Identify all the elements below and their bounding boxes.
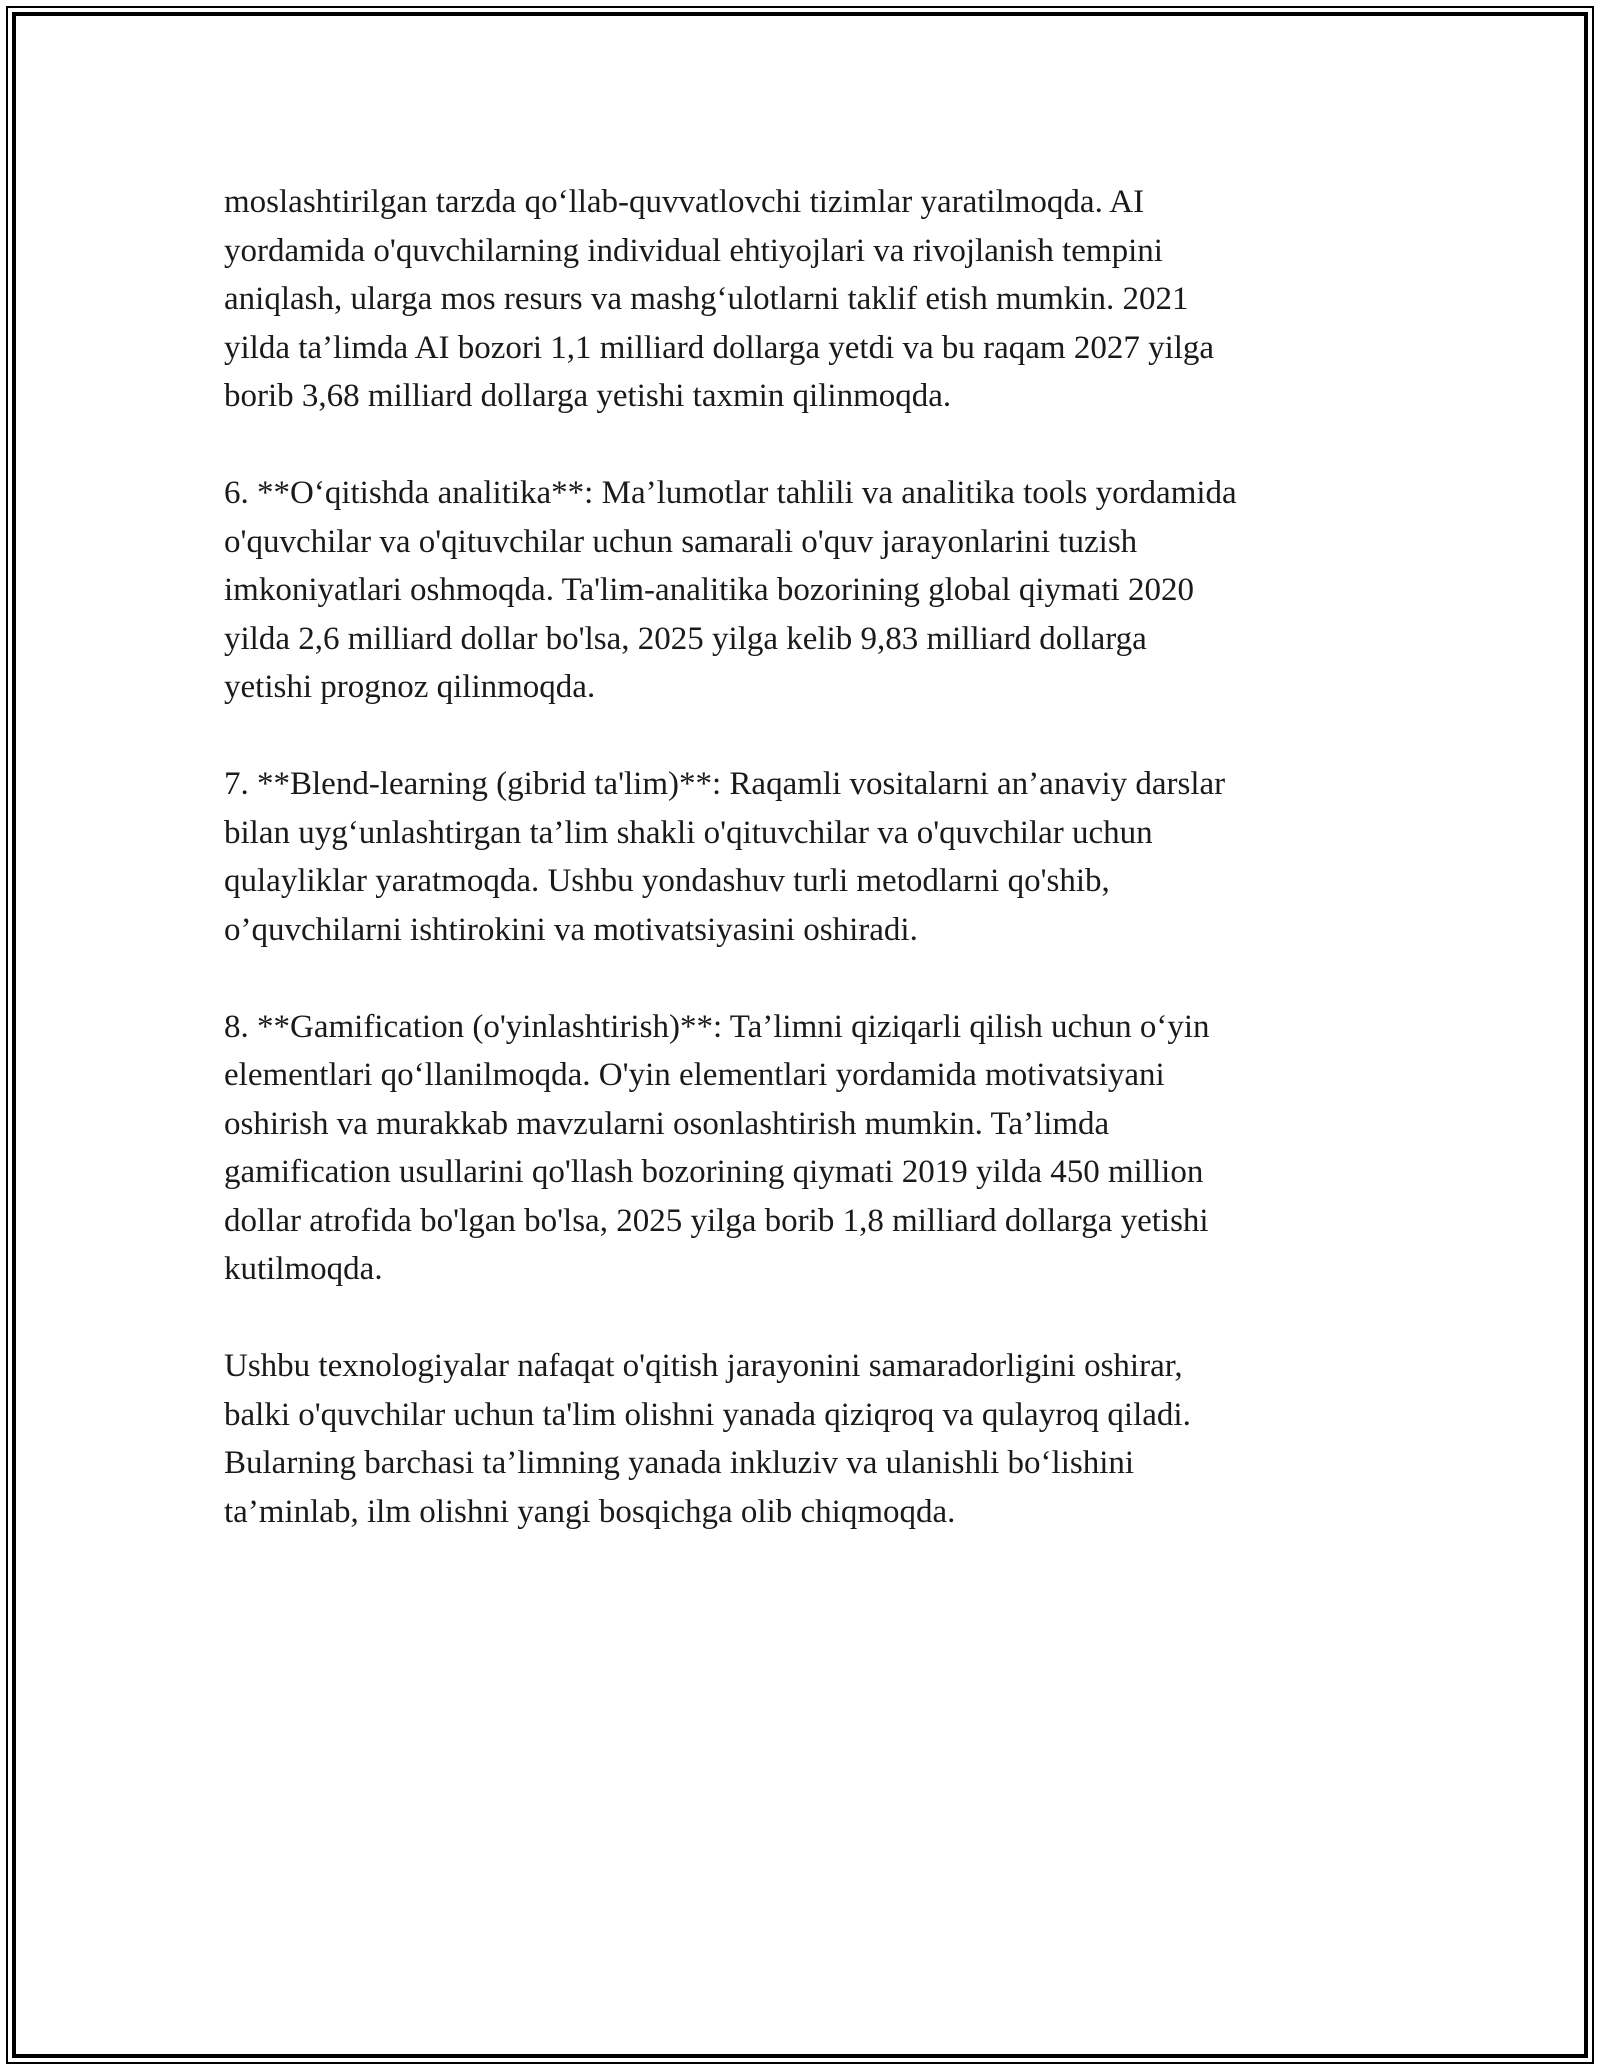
- paragraph-analytics: [224, 469, 1374, 712]
- text-line: yetishi prognoz qilinmoqda.: [224, 669, 596, 705]
- text-line: dollar atrofida bo'lgan bo'lsa, 2025 yilga borib 1,8 milliard dollarga yetishi: [224, 1202, 1209, 1239]
- text-line: imkoniyatlari oshmoqda. Ta'lim-analitika bozorining global qiymati 2020: [224, 572, 1194, 608]
- text-line: 8. **Gamification (o'yinlashtirish)**: Ta’limni qiziqarli qilish uchun o‘yin: [224, 1008, 1210, 1045]
- text-line: aniqlash, ularga mos resurs va mashg‘ulotlarni taklif etish mumkin. 2021: [224, 281, 1189, 317]
- text-line: balki o'quvchilar uchun ta'lim olishni yanada qiziqroq va qulayroq qiladi.: [224, 1396, 1191, 1433]
- text-line: oshirish va murakkab mavzularni osonlashtirish mumkin. Ta’limda: [224, 1105, 1110, 1142]
- text-line: ta’minlab, ilm olishni yangi bosqichga olib chiqmoqda.: [224, 1493, 956, 1530]
- paragraph-ai-personalization: [224, 178, 1374, 421]
- text-line: 6. **O‘qitishda analitika**: Ma’lumotlar tahlili va analitika tools yordamida: [224, 475, 1237, 511]
- text-line: bilan uyg‘unlashtirgan ta’lim shakli o'qituvchilar va o'quvchilar uchun: [224, 814, 1153, 851]
- paragraph-gamification: [224, 1003, 1374, 1294]
- text-line: yordamida o'quvchilarning individual ehtiyojlari va rivojlanish tempini: [224, 232, 1163, 269]
- text-line: moslashtirilgan tarzda qo‘llab-quvvatlovchi tizimlar yaratilmoqda. AI: [224, 184, 1145, 220]
- paragraph-blend-learning: [224, 760, 1374, 954]
- text-line: 7. **Blend-learning (gibrid ta'lim)**: Raqamli vositalarni an’anaviy darslar: [224, 766, 1226, 802]
- text-line: qulayliklar yaratmoqda. Ushbu yondashuv turli metodlarni qo'shib,: [224, 863, 1110, 899]
- text-line: borib 3,68 milliard dollarga yetishi taxmin qilinmoqda.: [224, 378, 952, 414]
- text-line: Bularning barchasi ta’limning yanada inkluziv va ulanishli bo‘lishini: [224, 1445, 1135, 1481]
- paragraph-conclusion: [224, 1342, 1374, 1536]
- text-line: Ushbu texnologiyalar nafaqat o'qitish jarayonini samaradorligini oshirar,: [224, 1348, 1183, 1384]
- text-line: o'quvchilar va o'qituvchilar uchun samarali o'quv jarayonlarini tuzish: [224, 523, 1138, 560]
- text-line: o’quvchilarni ishtirokini va motivatsiyasini oshiradi.: [224, 911, 918, 948]
- text-line: yilda 2,6 milliard dollar bo'lsa, 2025 yilga kelib 9,83 milliard dollarga: [224, 620, 1147, 657]
- document-body: [224, 178, 1374, 1585]
- text-line: gamification usullarini qo'llash bozorining qiymati 2019 yilda 450 million: [224, 1154, 1204, 1190]
- text-line: elementlari qo‘llanilmoqda. O'yin elementlari yordamida motivatsiyani: [224, 1057, 1165, 1093]
- text-line: yilda ta’limda AI bozori 1,1 milliard dollarga yetdi va bu raqam 2027 yilga: [224, 329, 1215, 366]
- text-line: kutilmoqda.: [224, 1251, 383, 1287]
